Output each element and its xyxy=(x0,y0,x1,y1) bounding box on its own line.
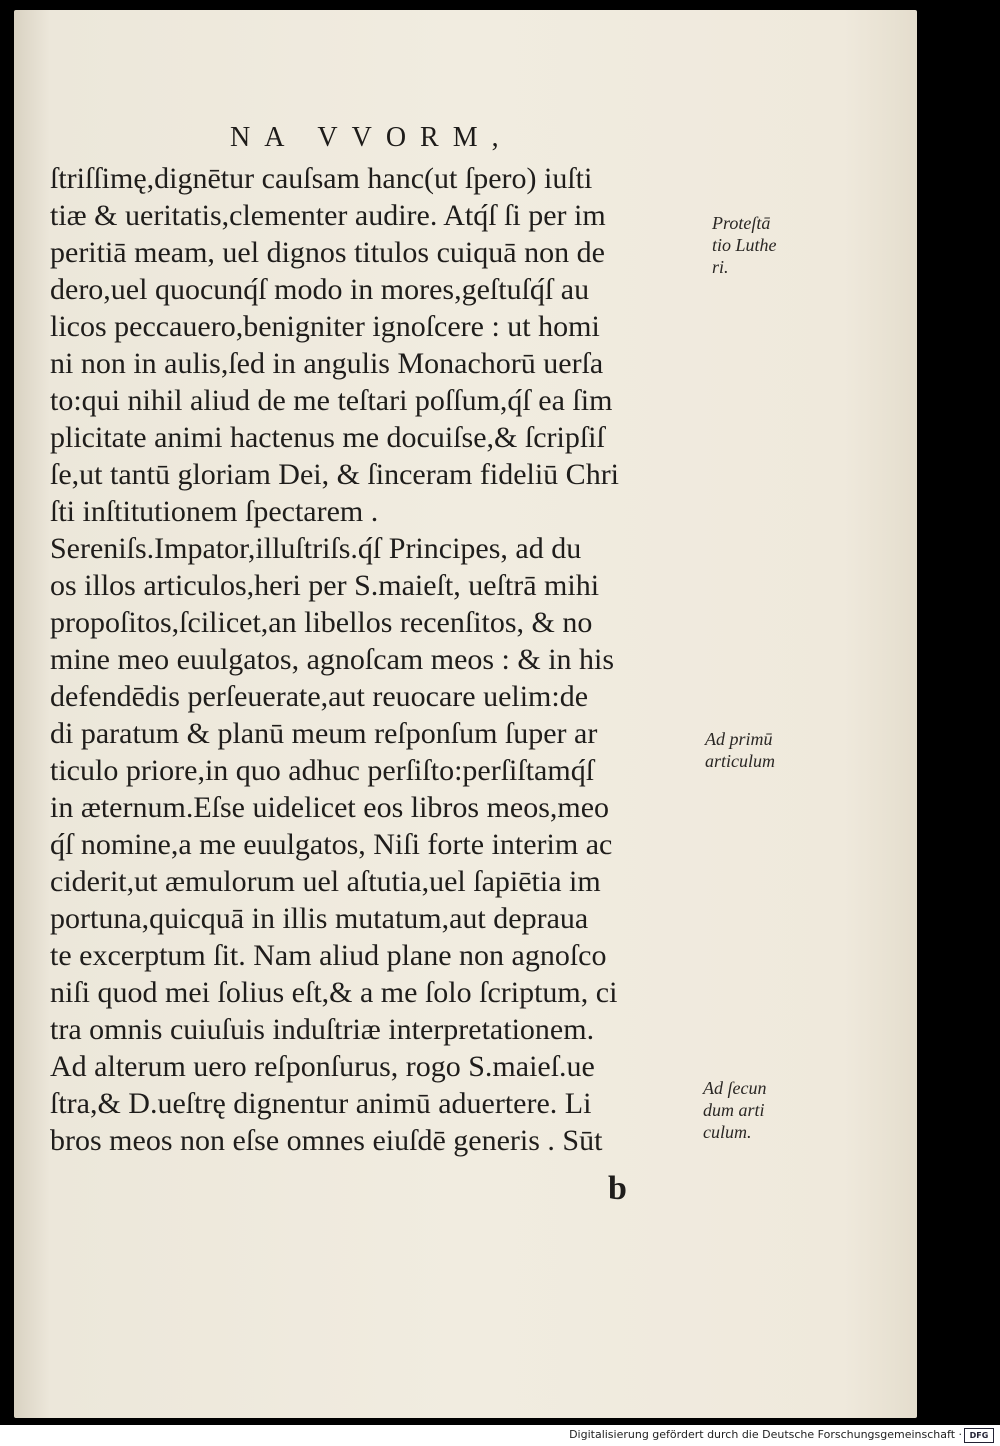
text-line: q́ſ nomine,a me euulgatos, Niſi forte interim ac xyxy=(50,828,613,861)
text-line: ſe,ut tantū gloriam Dei, & ſinceram fideliū Chri xyxy=(50,458,620,491)
text-line: portuna,quicquā in illis mutatum,aut deprauа xyxy=(50,902,589,935)
marginal-line: dum arti xyxy=(703,1100,765,1120)
text-line: ticulo priore,in quo adhuc perſiſto:perſiſtamq́ſ xyxy=(50,754,595,787)
dfg-logo: DFG xyxy=(964,1428,994,1443)
marginal-line: articulum xyxy=(705,751,775,771)
marginal-line: tio Luthe xyxy=(712,235,777,255)
text-line: Ad alterum uero reſponſurus, rogo S.maieſ.ue xyxy=(50,1050,595,1083)
footer-bar xyxy=(0,1425,1000,1446)
text-line: Sereniſs.Impator,illuſtriſs.q́ſ Principes, ad du xyxy=(50,532,582,565)
marginal-note-first-article xyxy=(705,728,805,772)
text-line: peritiā meam, uel dignos titulos cuiquā non de xyxy=(50,236,605,269)
text-line: os illos articulos,heri per S.maieſt, ueſtrā mihi xyxy=(50,569,600,602)
marginal-note-second-article xyxy=(703,1077,803,1143)
text-line: ciderit,ut æmulorum uel aſtutia,uel ſapiētia im xyxy=(50,865,601,898)
text-line: di paratum & planū meum reſponſum ſuper ar xyxy=(50,717,598,750)
text-line: ſti inſtitutionem ſpectarem . xyxy=(50,495,379,528)
text-line: bros meos non eſse omnes eiuſdē generis . Sūt xyxy=(50,1124,603,1157)
text-line: defendēdis perſeuerate,aut reuocare uelim:de xyxy=(50,680,589,713)
text-line: dero,uel quocunq́ſ modo in mores,geſtuſq́ſ au xyxy=(50,273,590,306)
text-line: mine meo euulgatos, agnoſcam meos : & in his xyxy=(50,643,615,676)
text-line: licos peccauero,benigniter ignoſcere : ut homi xyxy=(50,310,600,343)
signature-mark: b xyxy=(608,1170,627,1207)
footer-credit: Digitalisierung gefördert durch die Deutsche Forschungsgemeinschaft · xyxy=(569,1428,962,1441)
text-line: ſtra,& D.ueſtrę dignentur animū aduertere. Li xyxy=(50,1087,592,1120)
marginal-line: Ad ſecun xyxy=(703,1078,767,1098)
text-line: niſi quod mei ſolius eſt,& a me ſolo ſcriptum, ci xyxy=(50,976,618,1009)
text-line: in æternum.Eſse uidelicet eos libros meos,meo xyxy=(50,791,610,824)
body-text xyxy=(50,160,700,1159)
text-line: tiæ & ueritatis,clementer audire. Atq́ſ ſi per im xyxy=(50,199,606,232)
marginal-note-protestatio xyxy=(712,212,802,278)
text-line: propoſitos,ſcilicet,an libellos recenſitos, & no xyxy=(50,606,593,639)
marginal-line: Proteſtā xyxy=(712,213,771,233)
text-line: ni non in aulis,ſed in angulis Monachorū uerſa xyxy=(50,347,604,380)
marginal-line: ri. xyxy=(712,257,729,277)
running-head: NA VVORM, xyxy=(230,122,513,153)
marginal-line: culum. xyxy=(703,1122,752,1142)
text-line: to:qui nihil aliud de me teſtari poſſum,q́ſ ea ſim xyxy=(50,384,613,417)
text-line: te excerptum ſit. Nam aliud plane non agnoſco xyxy=(50,939,607,972)
text-line: tra omnis cuiuſuis induſtriæ interpretationem. xyxy=(50,1013,595,1046)
text-line: plicitate animi hactenus me docuiſse,& ſcripſiſ xyxy=(50,421,605,454)
marginal-line: Ad primū xyxy=(705,729,773,749)
text-line: ſtriſſimę,dignētur cauſsam hanc(ut ſpero) iuſti xyxy=(50,162,593,195)
